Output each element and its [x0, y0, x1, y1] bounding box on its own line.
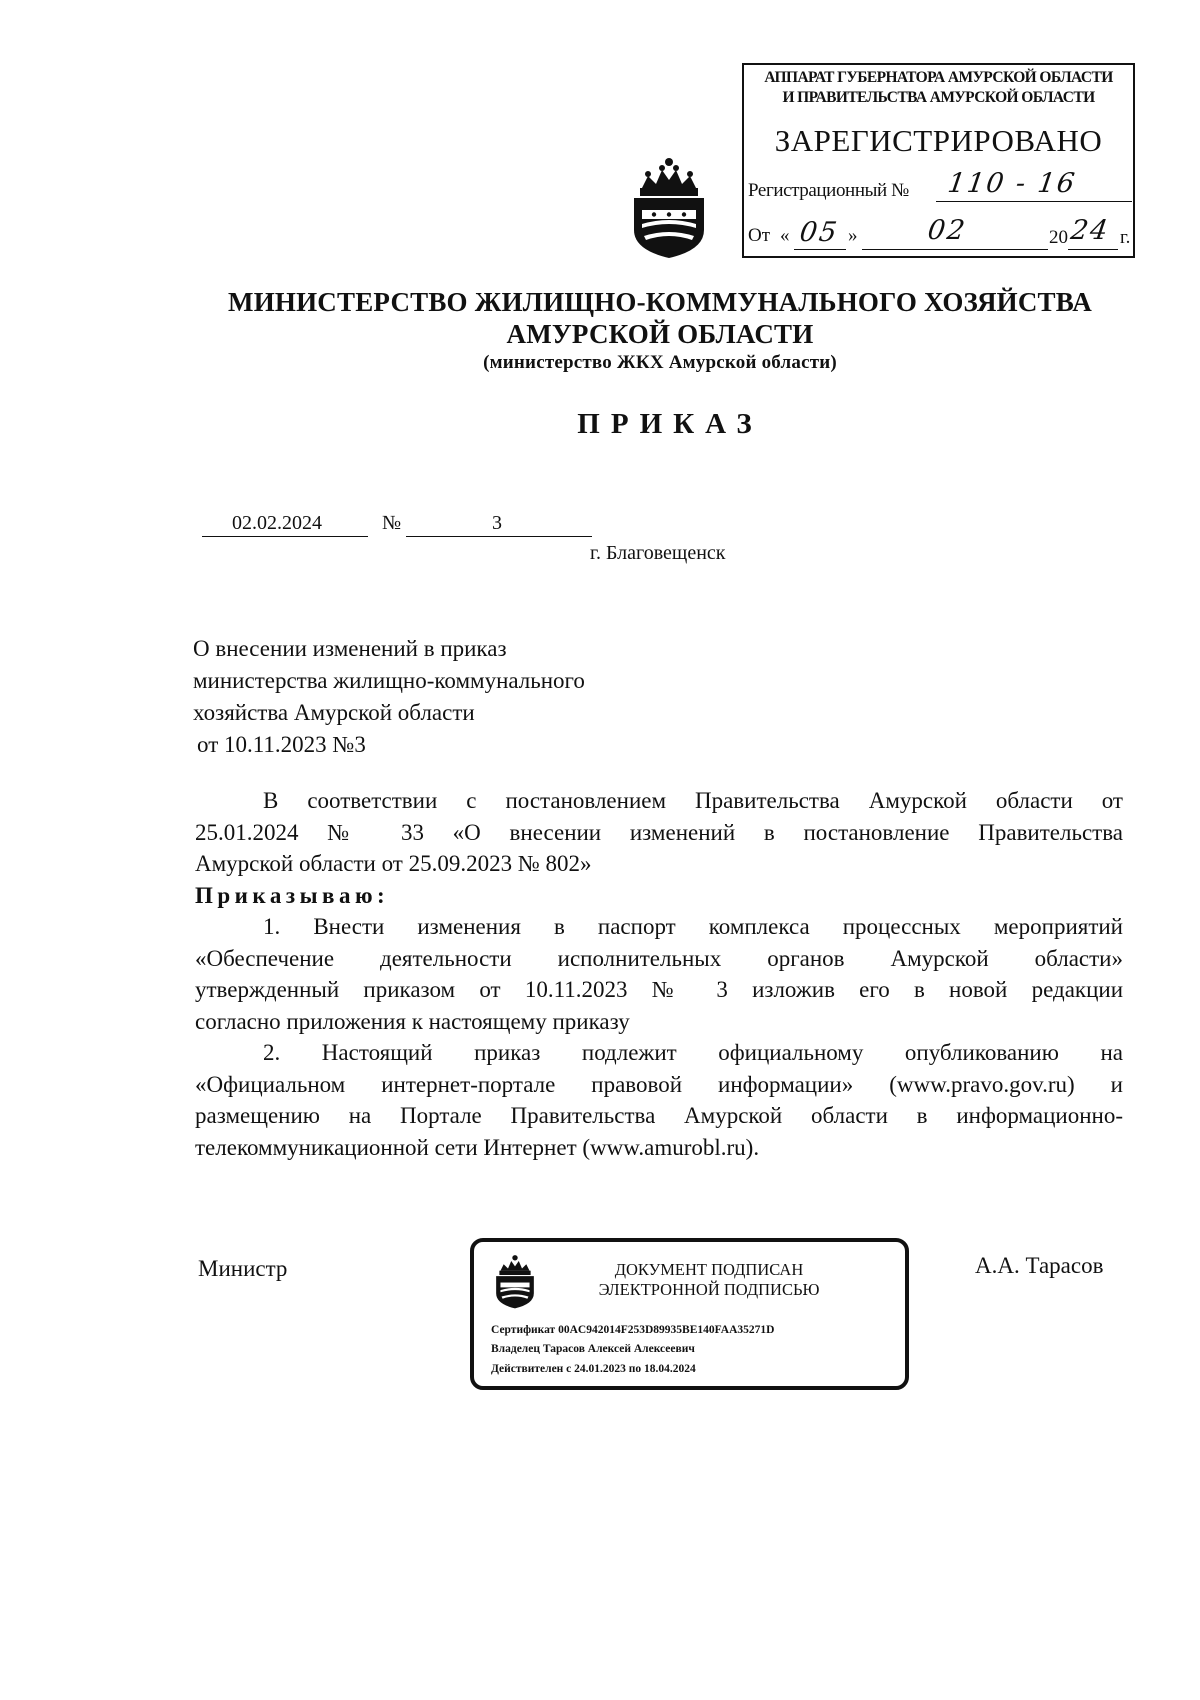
- body-line: 2. Настоящий приказ подлежит официальному опубликованию на: [263, 1040, 1123, 1065]
- signer-name: А.А. Тарасов: [975, 1253, 1104, 1278]
- subject-line: О внесении изменений в приказ: [193, 636, 507, 661]
- body-line: 1. Внести изменения в паспорт комплекса процессных мероприятий: [263, 914, 1123, 939]
- signature-stamp-title: [594, 1260, 824, 1300]
- registration-date-quote: »: [848, 225, 858, 246]
- registration-date-label: От: [748, 225, 771, 246]
- registration-year-handwritten: 24: [1068, 215, 1112, 246]
- body-line: «Обеспечение деятельности исполнительных органов Амурской области»: [195, 945, 1123, 971]
- signature-stamp-title-line: ЭЛЕКТРОННОЙ ПОДПИСЬЮ: [598, 1280, 820, 1299]
- registration-day-underline: [794, 249, 846, 250]
- signature-certificate: Сертификат 00AC942014F253D89935BE140FAA35271D: [491, 1324, 775, 1336]
- registration-year-abbr: г.: [1120, 227, 1131, 248]
- registration-month-handwritten: 02: [925, 215, 969, 246]
- document-type-title: ПРИКАЗ: [577, 408, 763, 440]
- order-date-underline: [202, 536, 368, 537]
- registration-number-handwritten: 110 - 16: [945, 168, 1079, 199]
- order-word: Приказываю:: [195, 882, 390, 908]
- body-line: «Официальном интернет-портале правовой информации» (www.pravo.gov.ru) и: [195, 1071, 1123, 1097]
- registration-status: ЗАРЕГИСТРИРОВАНО: [774, 123, 1103, 158]
- registration-date-quote: «: [780, 225, 790, 246]
- registration-number-row: [748, 168, 1128, 204]
- subject-line: министерства жилищно-коммунального: [193, 668, 585, 693]
- subject-line: от 10.11.2023 №3: [197, 732, 366, 757]
- body-line: утвержденный приказом от 10.11.2023 № 3 изложив его в новой редакции: [195, 977, 1123, 1002]
- electronic-signature-stamp: [470, 1238, 909, 1390]
- registration-stamp: [742, 63, 1135, 258]
- body-line: 25.01.2024 № 33 «О внесении изменений в постановление Правительства: [195, 819, 1123, 845]
- registration-month-underline: [862, 249, 1048, 250]
- coat-of-arms-icon: [630, 158, 708, 260]
- ministry-name-line: МИНИСТЕРСТВО ЖИЛИЩНО-КОММУНАЛЬНОГО ХОЗЯЙСТВА: [228, 287, 1092, 317]
- order-date: 02.02.2024: [232, 512, 322, 534]
- order-number-sign: №: [382, 512, 402, 534]
- ministry-name-line: АМУРСКОЙ ОБЛАСТИ: [506, 319, 814, 349]
- registration-date-row: [748, 215, 1134, 253]
- order-subject: [193, 633, 585, 761]
- coat-of-arms-icon: [494, 1254, 536, 1310]
- signature-stamp-title-line: ДОКУМЕНТ ПОДПИСАН: [614, 1260, 804, 1279]
- body-line: В соответствии с постановлением Правительства Амурской области от: [263, 788, 1123, 813]
- body-line: телекоммуникационной сети Интернет (www.amurobl.ru).: [195, 1134, 760, 1160]
- registration-number-underline: [936, 201, 1132, 202]
- order-number-underline: [406, 536, 592, 537]
- signature-validity: Действителен с 24.01.2023 по 18.04.2024: [491, 1363, 696, 1375]
- order-number: 3: [492, 512, 502, 534]
- registration-org-line: АППАРАТ ГУБЕРНАТОРА АМУРСКОЙ ОБЛАСТИ: [764, 69, 1113, 86]
- ministry-short-name: (министерство ЖКХ Амурской области): [483, 352, 837, 373]
- body-line: размещению на Портале Правительства Амурской области в информационно-: [195, 1103, 1123, 1128]
- order-body: [195, 785, 1123, 1163]
- registration-number-label: Регистрационный №: [748, 180, 909, 201]
- body-line: согласно приложения к настоящему приказу: [195, 1008, 630, 1034]
- signature-owner: Владелец Тарасов Алексей Алексеевич: [491, 1343, 695, 1355]
- order-city: г. Благовещенск: [590, 542, 726, 564]
- registration-year-prefix: 20: [1049, 227, 1068, 248]
- signer-position: Министр: [198, 1256, 288, 1281]
- subject-line: хозяйства Амурской области: [193, 700, 475, 725]
- registration-org-line: И ПРАВИТЕЛЬСТВА АМУРСКОЙ ОБЛАСТИ: [782, 89, 1095, 106]
- registration-year-underline: [1068, 249, 1118, 250]
- body-line: Амурской области от 25.09.2023 № 802»: [195, 851, 592, 876]
- order-number-row: [202, 512, 592, 538]
- registration-day-handwritten: 05: [797, 217, 841, 248]
